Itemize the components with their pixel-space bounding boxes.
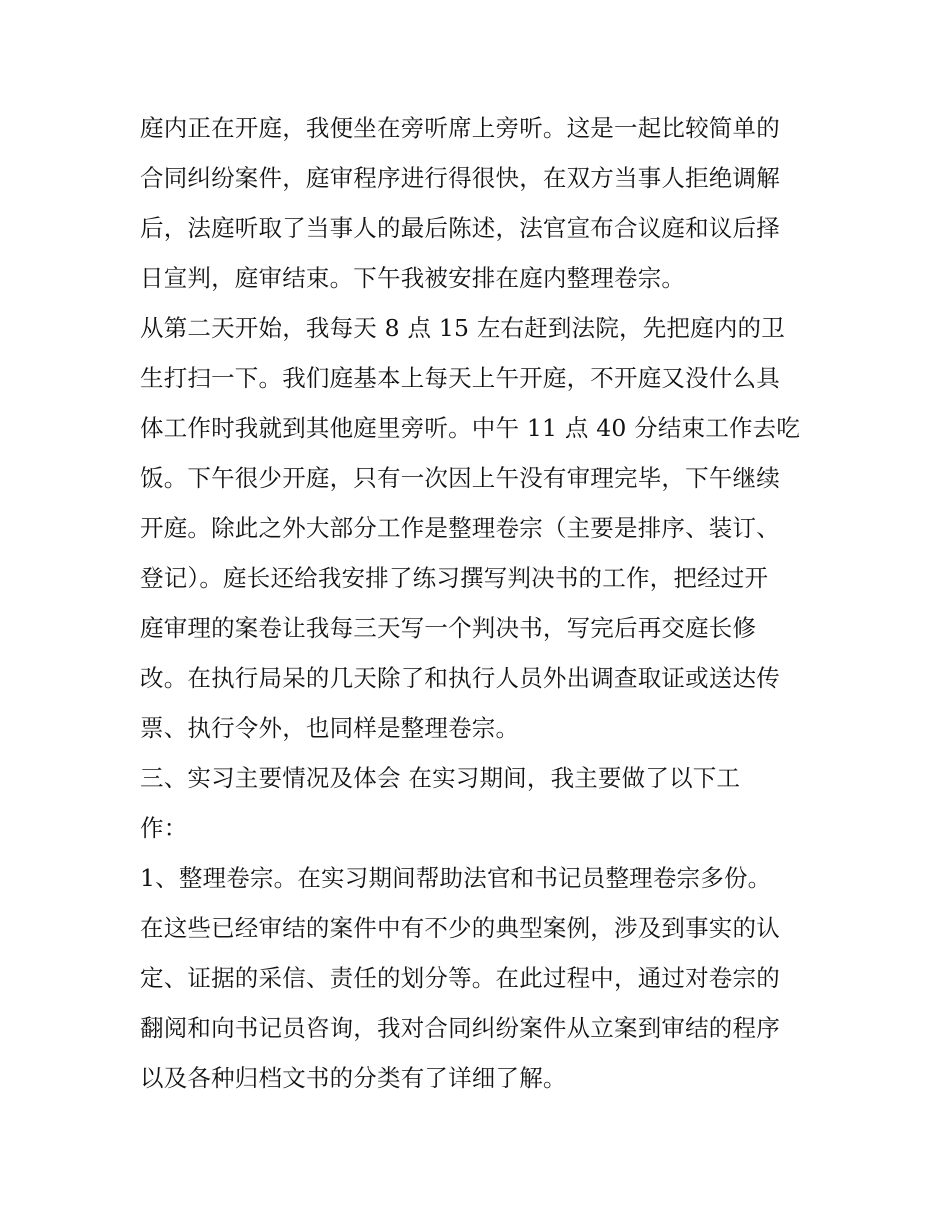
text-line: 饭。下午很少开庭，只有一次因上午没有审理完毕，下午继续: [140, 464, 780, 492]
text-line: 庭审理的案卷让我每三天写一个判决书，写完后再交庭长修: [140, 614, 757, 642]
text-line: 合同纠纷案件，庭审程序进行得很快，在双方当事人拒绝调解: [140, 164, 780, 192]
text-line: 定、证据的采信、责任的划分等。在此过程中，通过对卷宗的: [140, 964, 780, 992]
text-line: 生打扫一下。我们庭基本上每天上午开庭，不开庭又没什么具: [140, 364, 780, 392]
text-line: 登记）。庭长还给我安排了练习撰写判决书的工作，把经过开: [140, 564, 769, 592]
list-item-line: 1、整理卷宗。在实习期间帮助法官和书记员整理卷宗多份。: [140, 864, 772, 892]
text-line: 体工作时我就到其他庭里旁听。中午 11 点 40 分结束工作去吃: [140, 414, 801, 442]
text-line: 翻阅和向书记员咨询，我对合同纠纷案件从立案到审结的程序: [140, 1014, 780, 1042]
text-line: 在这些已经审结的案件中有不少的典型案例，涉及到事实的认: [140, 914, 780, 942]
text-line: 以及各种归档文书的分类有了详细了解。: [140, 1064, 567, 1092]
text-line: 日宣判，庭审结束。下午我被安排在庭内整理卷宗。: [140, 264, 686, 292]
section-heading-line: 三、实习主要情况及体会 在实习期间，我主要做了以下工: [140, 764, 741, 792]
text-line: 作：: [140, 814, 188, 842]
text-line: 庭内正在开庭，我便坐在旁听席上旁听。这是一起比较简单的: [140, 114, 780, 142]
text-line: 票、执行令外，也同样是整理卷宗。: [140, 714, 520, 742]
text-line: 后，法庭听取了当事人的最后陈述，法官宣布合议庭和议后择: [140, 214, 780, 242]
text-line: 从第二天开始，我每天 8 点 15 左右赶到法院，先把庭内的卫: [140, 314, 785, 342]
text-line: 开庭。除此之外大部分工作是整理卷宗（主要是排序、装订、: [140, 514, 780, 542]
text-line: 改。在执行局呆的几天除了和执行人员外出调查取证或送达传: [140, 664, 780, 692]
